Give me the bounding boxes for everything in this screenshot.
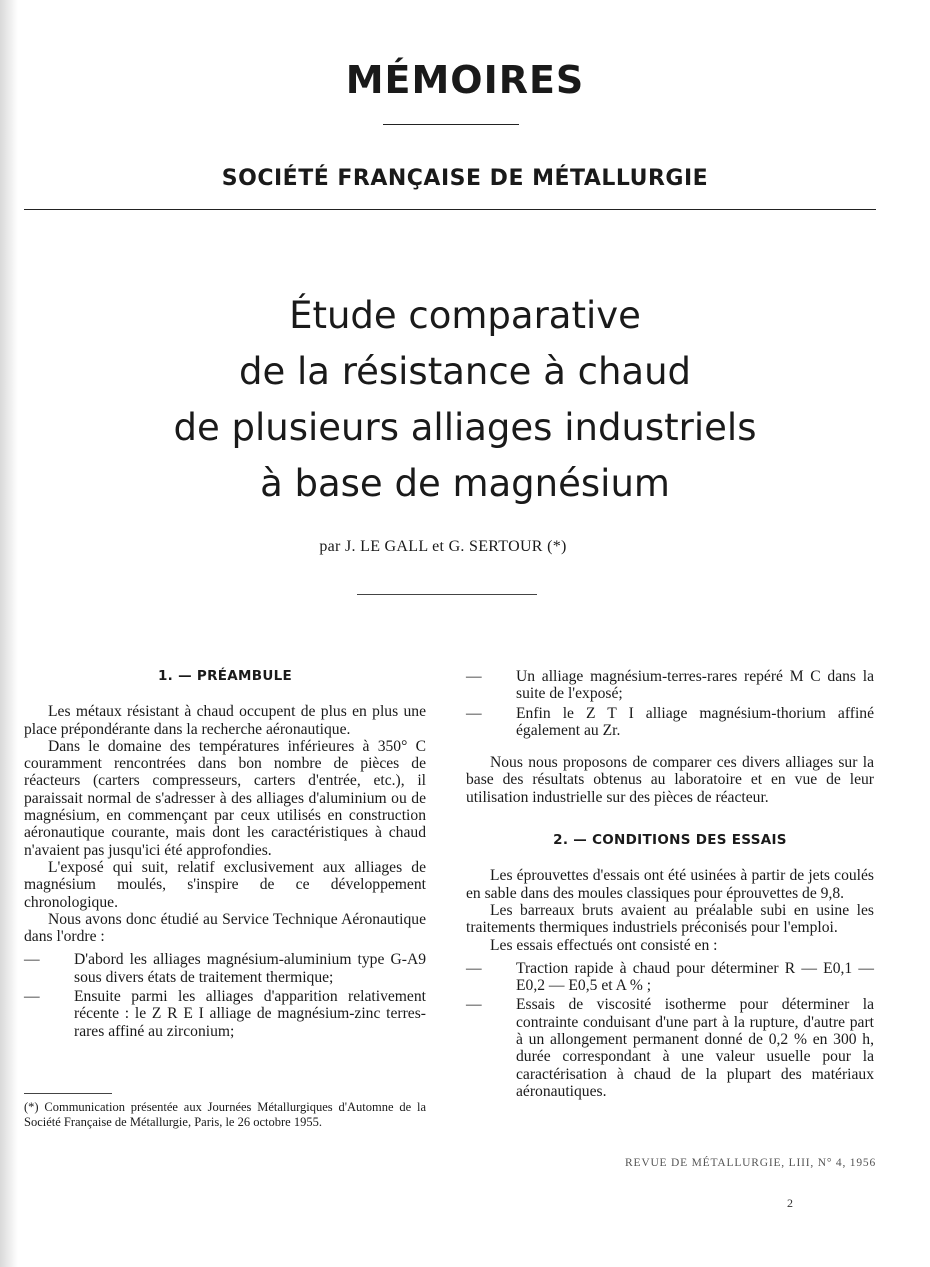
list-dash: — [466,704,482,722]
list-dash: — [466,959,482,977]
list-item [466,996,874,1100]
article-authors: par J. LE GALL et G. SERTOUR (*) [319,538,567,555]
body-paragraph: Dans le domaine des températures inférieures à 350° C couramment rencontrées dans bon nombre de pièces de réacteurs (carters compresseurs, carters d'entrée, etc.), il paraissait normal de s'adresser à des alliages d'aluminium ou de magnésium, en commençant par ceux utilisés en construction aéronautique courante, mais dont les caractéristiques à chaud n'avaient pas jusqu'ici été approfondies. [24,737,426,859]
tests-list [466,960,874,1100]
list-dash: — [24,988,40,1006]
authors-divider [357,594,537,595]
footnote: (*) Communication présentée aux Journées Métallurgiques d'Automne de la Société Française de Métallurgie, Paris, le 26 octobre 1955. [24,1100,426,1129]
list-item [24,951,426,986]
body-paragraph: Les éprouvettes d'essais ont été usinées à partir de jets coulés en sable dans des moules classiques pour éprouvettes de 9,8. [466,867,874,902]
body-paragraph: L'exposé qui suit, relatif exclusivement aux alliages de magnésium moulés, s'inspire de ce développement chronologique. [24,858,426,911]
list-item [466,705,874,740]
list-item-text: D'abord les alliages magnésium-aluminium type G-A9 sous divers états de traitement thermique; [74,951,426,986]
header-divider-long [24,209,876,210]
list-item-text: Enfin le Z T I alliage magnésium-thorium affiné également au Zr. [516,704,874,739]
list-item [24,988,426,1040]
list-item-text: Un alliage magnésium-terres-rares repéré M C dans la suite de l'exposé; [516,668,874,703]
header-divider-short [383,124,519,125]
body-paragraph: Nous nous proposons de comparer ces divers alliages sur la base des résultats obtenus au laboratoire et en vue de leur utilisation industrielle sur des pièces de réacteur. [466,754,874,806]
journal-reference: REVUE DE MÉTALLURGIE, LIII, N° 4, 1956 [625,1157,876,1169]
section-heading-preambule: 1. — PRÉAMBULE [157,668,293,684]
society-name: SOCIÉTÉ FRANÇAISE DE MÉTALLURGIE [221,166,709,191]
body-paragraph: Les essais effectués ont consisté en : [490,936,718,954]
section-heading-conditions: 2. — CONDITIONS DES ESSAIS [553,832,787,849]
right-column [466,668,874,1102]
list-dash: — [466,668,482,685]
alloy-list-continued [466,668,874,739]
footnote-divider [24,1093,112,1094]
list-item [466,668,874,703]
left-column [24,668,426,1042]
body-paragraph: Les métaux résistant à chaud occupent de plus en plus une place prépondérante dans la recherche aéronautique. [24,703,426,738]
body-paragraph: Les barreaux bruts avaient au préalable subi en usine les traitements thermiques industriels préconisés pour l'emploi. [466,901,874,937]
list-item [466,960,874,995]
list-item-text: Traction rapide à chaud pour déterminer R — E0,1 — E0,2 — E0,5 et A % ; [516,959,874,995]
list-dash: — [24,951,40,969]
article-title-line: de plusieurs alliages industriels [173,406,757,449]
body-paragraph: Nous avons donc étudié au Service Technique Aéronautique dans l'ordre : [24,910,426,946]
journal-section-heading: MÉMOIRES [345,58,585,102]
alloy-list [24,951,426,1039]
list-dash: — [466,996,482,1014]
article-title-line: à base de magnésium [260,462,670,505]
article-title [0,288,930,512]
article-title-line: de la résistance à chaud [238,350,692,393]
list-item-text: Essais de viscosité isotherme pour déterminer la contrainte conduisant d'une part à la rupture, d'autre part à un allongement permanent donné de 0,2 % en 300 h, durée correspondant à une valeur usuelle pour la caractérisation à chaud de la plupart des matériaux aéronautiques. [516,996,874,1100]
list-item-text: Ensuite parmi les alliages d'apparition relativement récente : le Z R E I alliage de magnésium-zinc terres-rares affiné au zirconium; [74,988,426,1040]
page-number: 2 [787,1196,793,1210]
article-title-line: Étude comparative [289,294,641,337]
